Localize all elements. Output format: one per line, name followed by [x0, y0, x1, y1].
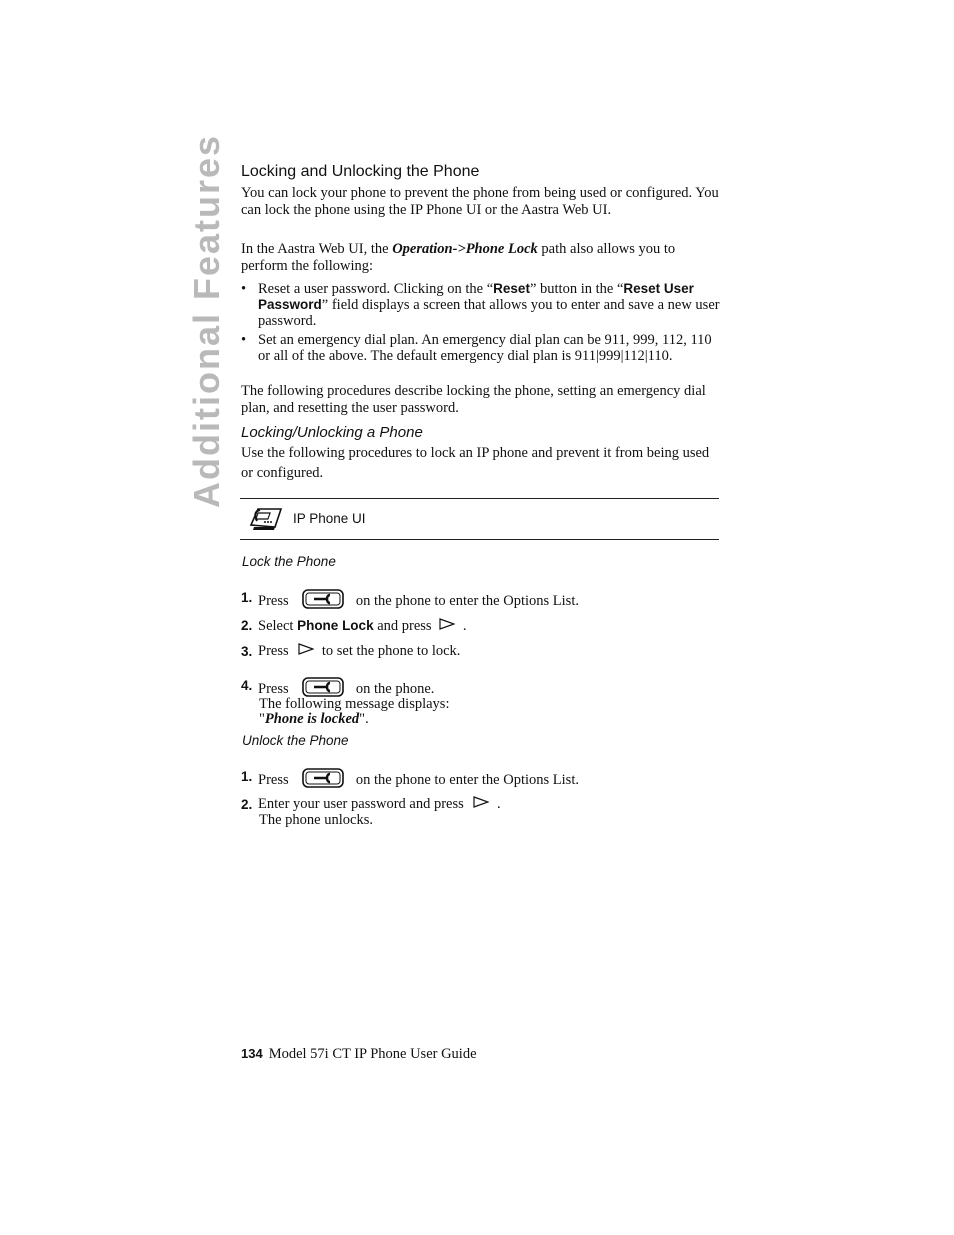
- side-tab-label: Additional Features: [186, 133, 227, 508]
- subsection-title: Locking/Unlocking a Phone: [241, 424, 423, 441]
- bullet-item: [241, 332, 721, 380]
- bullet-text: Set an emergency dial plan. An emergency dial plan can be 911, 999, 112, 110 or all of the above. The default emergency dial plan is 911|999|112|110.: [258, 332, 712, 364]
- divider-bottom: [240, 539, 719, 540]
- ip-phone-icon: [248, 505, 284, 531]
- lock-step: 1. Press on the phone to enter the Options List.: [241, 589, 579, 614]
- lock-step: 4. Press on the phone.: [241, 677, 434, 702]
- bullet-item: [241, 281, 721, 329]
- unlock-title: Unlock the Phone: [242, 733, 349, 748]
- right-arrow-icon: [473, 796, 489, 813]
- divider-top: [240, 498, 719, 499]
- intro-paragraph: You can lock your phone to prevent the phone from being used or configured. You can lock the phone using the IP Phone UI or the Aastra Web UI.: [241, 185, 719, 218]
- web-ui-path: Operation->Phone Lock: [392, 241, 538, 257]
- ui-label: IP Phone UI: [293, 511, 366, 526]
- right-arrow-icon: [439, 618, 455, 635]
- web-ui-paragraph: [241, 241, 721, 275]
- right-arrow-icon: [298, 643, 314, 660]
- footer-title: Model 57i CT IP Phone User Guide: [268, 1046, 477, 1062]
- subsection-paragraph: Use the following procedures to lock an IP phone and prevent it from being used or configured.: [241, 445, 710, 481]
- options-key-icon: [302, 768, 344, 793]
- web-ui-pre: In the Aastra Web UI, the: [241, 241, 393, 257]
- bullet-dot: •: [241, 332, 247, 348]
- procedures-paragraph: The following procedures describe locking the phone, setting an emergency dial plan, and resetting the user password.: [241, 383, 706, 416]
- unlock-step-result: The phone unlocks.: [259, 812, 373, 828]
- lock-step: 2. Select Phone Lock and press .: [241, 618, 467, 634]
- options-key-icon: [302, 589, 344, 614]
- unlock-step: 1. Press on the phone to enter the Options List.: [241, 768, 579, 793]
- lock-step: 3. Press to set the phone to lock.: [241, 643, 461, 659]
- section-title: Locking and Unlocking the Phone: [241, 163, 480, 180]
- bullet-text: Reset a user password. Clicking on the “Reset” button in the “Reset User Password” field displays a screen that allows you to enter and save a new user password.: [258, 281, 720, 329]
- unlock-step: 2. Enter your user password and press .: [241, 796, 501, 812]
- lock-step-message-intro: The following message displays:: [259, 696, 450, 712]
- page-number: 134: [241, 1046, 263, 1061]
- lock-step-message: "Phone is locked".: [259, 711, 369, 727]
- page-footer: [241, 1046, 477, 1063]
- bullet-dot: •: [241, 281, 247, 297]
- lock-title: Lock the Phone: [242, 554, 336, 569]
- web-ui-post: path also allows you to perform the following:: [241, 241, 676, 274]
